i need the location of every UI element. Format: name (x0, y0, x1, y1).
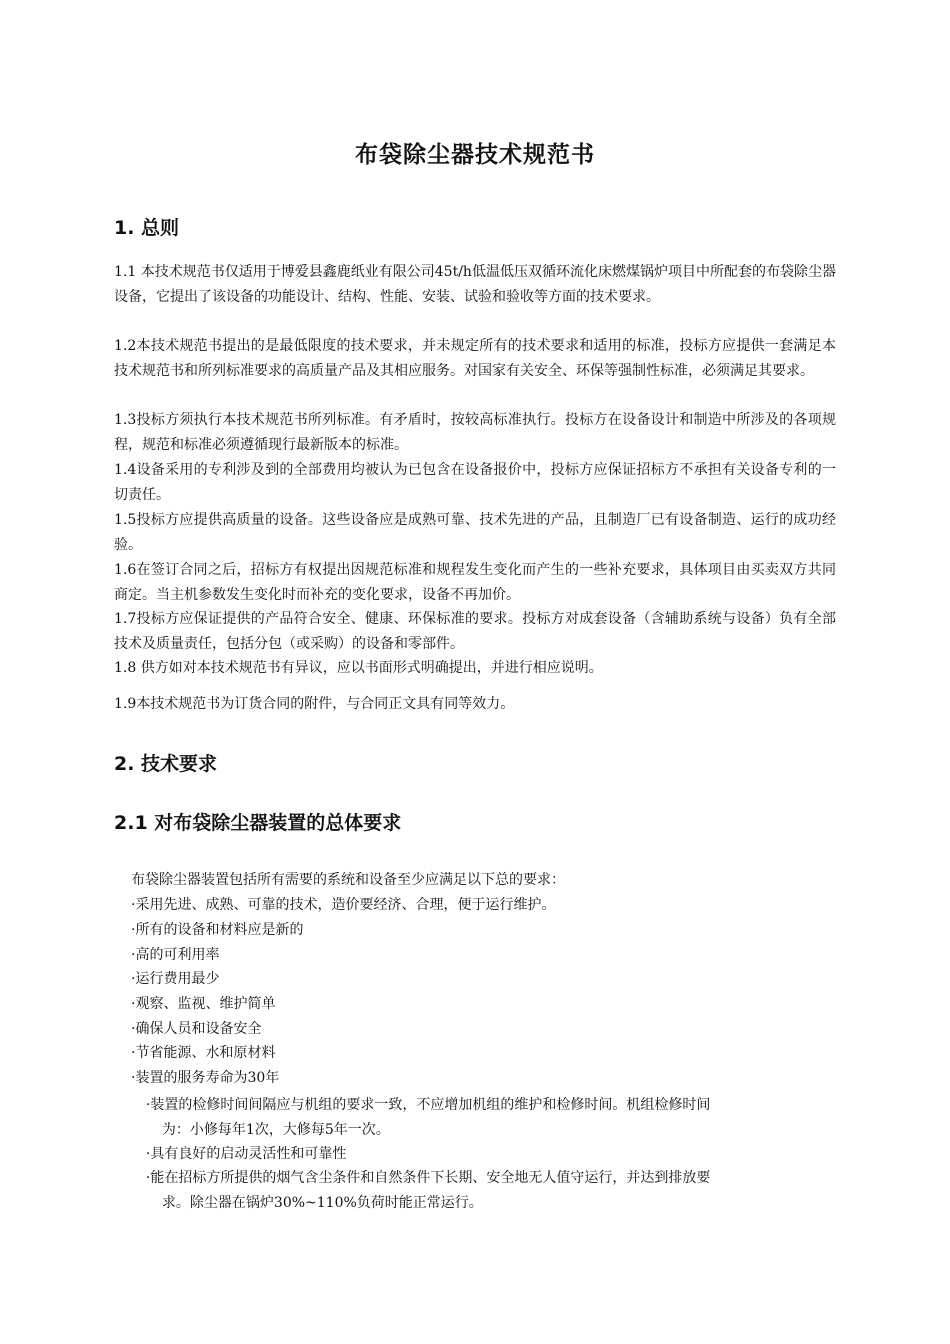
paragraph-1-8: 1.8 供方如对本技术规范书有异议，应以书面形式明确提出，并进行相应说明。 (114, 660, 603, 676)
paragraph-1-1: 1.1 本技术规范书仅适用于博爱县鑫鹿纸业有限公司45t/h低温低压双循环流化床燃煤锅炉项目中所配套的布袋除尘器设备，它提出了该设备的功能设计、结构、性能、安装、试验和验收等方面的技术要求。 (114, 264, 836, 305)
list-item (145, 1142, 836, 1167)
list-item-line: 求。除尘器在锅炉30%~110%负荷时能正常运行。 (161, 1194, 483, 1211)
list-item: ·确保人员和设备安全 (131, 1021, 262, 1037)
paragraph-1-9: 1.9本技术规范书为订货合同的附件，与合同正文具有同等效力。 (114, 696, 515, 712)
paragraph-1-2: 1.2本技术规范书提出的是最低限度的技术要求，并未规定所有的技术要求和适用的标准，投标方应提供一套满足本技术规范书和所列标准要求的高质量产品及其相应服务。对国家有关安全、环保等强制性标准，必须满足其要求。 (114, 338, 836, 379)
list-item-line: ·能在招标方所提供的烟气含尘条件和自然条件下长期、安全地无人值守运行，并达到排放要 (145, 1170, 711, 1186)
paragraph-1-4: 1.4设备采用的专利涉及到的全部费用均被认为已包含在设备报价中，投标方应保证招标方不承担有关设备专利的一切责任。 (114, 462, 836, 503)
paragraph-1-6: 1.6在签订合同之后，招标方有权提出因规范标准和规程发生变化而产生的一些补充要求，具体项目由买卖双方共同商定。当主机参数发生变化时而补充的变化要求，设备不再加价。 (114, 562, 836, 603)
list-item: ·装置的服务寿命为30年 (131, 1070, 280, 1086)
list-item: ·采用先进、成熟、可靠的技术，造价要经济、合理，便于运行维护。 (131, 897, 556, 913)
list-item: ·高的可利用率 (131, 947, 220, 963)
list-item: ·观察、监视、维护简单 (131, 996, 276, 1012)
list-item-line: 为：小修每年1次，大修每5年一次。 (161, 1121, 390, 1138)
section-1-heading: 1. 总则 (114, 217, 180, 239)
paragraph-1-7: 1.7投标方应保证提供的产品符合安全、健康、环保标准的要求。投标方对成套设备（含辅助系统与设备）负有全部技术及质量责任，包括分包（或采购）的设备和零部件。 (114, 611, 836, 652)
list-item: ·节省能源、水和原材料 (131, 1045, 276, 1061)
paragraph-1-5: 1.5投标方应提供高质量的设备。这些设备应是成熟可靠、技术先进的产品，且制造厂已有设备制造、运行的成功经验。 (114, 512, 836, 553)
list-item: ·运行费用最少 (131, 971, 220, 987)
section-2-heading: 2. 技术要求 (114, 753, 218, 775)
list-item-line: ·装置的检修时间间隔应与机组的要求一致，不应增加机组的维护和检修时间。机组检修时间 (145, 1097, 711, 1113)
section-2-1-heading: 2.1 对布袋除尘器装置的总体要求 (114, 812, 402, 834)
document-title: 布袋除尘器技术规范书 (355, 142, 595, 168)
list-item-line: ·具有良好的启动灵活性和可靠性 (145, 1146, 347, 1162)
list-item: ·所有的设备和材料应是新的 (131, 922, 304, 938)
list-item (145, 1093, 836, 1142)
paragraph-1-3: 1.3投标方须执行本技术规范书所列标准。有矛盾时，按较高标准执行。投标方在设备设计和制造中所涉及的各项规程，规范和标准必须遵循现行最新版本的标准。 (114, 412, 836, 453)
list-item (145, 1166, 836, 1215)
requirements-intro: 布袋除尘器装置包括所有需要的系统和设备至少应满足以下总的要求： (131, 872, 565, 888)
